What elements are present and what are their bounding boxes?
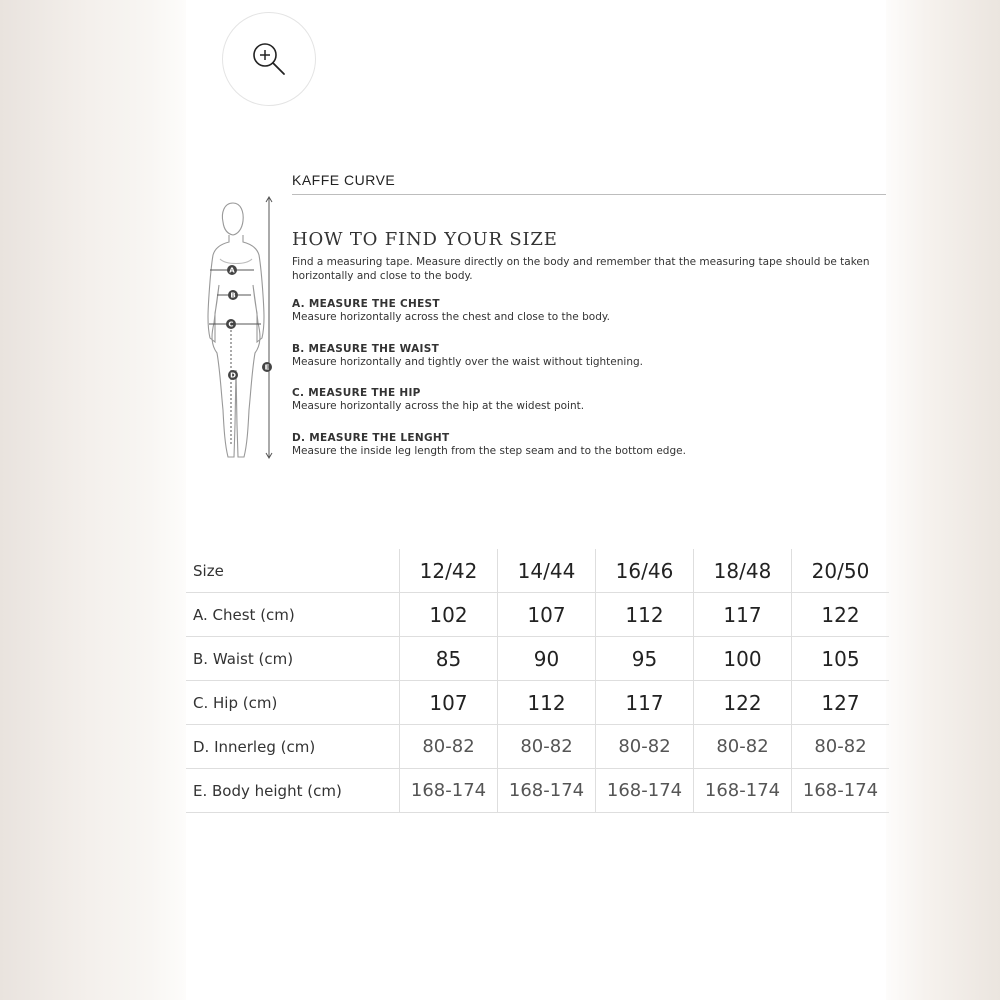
size-header: 12/42 [400,549,498,593]
table-cell: 112 [498,681,596,725]
step-waist [292,343,643,368]
size-guide-image [186,0,886,1000]
guide-intro: Find a measuring tape. Measure directly on the body and remember that the measuring tape should be taken horizontally and close to the body. [292,256,870,282]
table-row-chest [186,593,889,637]
divider [292,194,886,195]
step-description: Measure the inside leg length from the step seam and to the bottom edge. [292,445,686,457]
step-heading: A. MEASURE THE CHEST [292,298,440,310]
marker-d-label: D [230,371,236,380]
size-header: 14/44 [498,549,596,593]
table-cell: 168-174 [792,769,890,813]
table-cell: 107 [400,681,498,725]
table-row-waist [186,637,889,681]
table-cell: 80-82 [400,725,498,769]
step-chest [292,298,610,323]
row-label: D. Innerleg (cm) [186,725,400,769]
step-description: Measure horizontally and tightly over the waist without tightening. [292,356,643,368]
table-cell: 95 [596,637,694,681]
table-cell: 122 [694,681,792,725]
table-header-row [186,549,889,593]
table-row-innerleg [186,725,889,769]
marker-c-label: C [228,320,234,329]
zoom-button[interactable] [222,12,316,106]
table-cell: 102 [400,593,498,637]
table-cell: 90 [498,637,596,681]
step-description: Measure horizontally across the chest and close to the body. [292,311,610,323]
row-label: C. Hip (cm) [186,681,400,725]
table-cell: 80-82 [596,725,694,769]
table-cell: 122 [792,593,890,637]
size-table [186,549,889,813]
step-hip [292,387,584,412]
table-cell: 100 [694,637,792,681]
table-cell: 107 [498,593,596,637]
table-cell: 80-82 [498,725,596,769]
row-label: B. Waist (cm) [186,637,400,681]
background-right [886,0,1000,1000]
table-cell: 127 [792,681,890,725]
marker-a-label: A [229,266,235,275]
row-label: E. Body height (cm) [186,769,400,813]
marker-e-label: E [264,363,270,372]
header-label: Size [186,549,400,593]
table-cell: 168-174 [694,769,792,813]
size-header: 20/50 [792,549,890,593]
size-header: 16/46 [596,549,694,593]
table-row-body-height [186,769,889,813]
step-heading: D. MEASURE THE LENGHT [292,432,450,444]
row-label: A. Chest (cm) [186,593,400,637]
table-cell: 117 [596,681,694,725]
step-heading: B. MEASURE THE WAIST [292,343,440,355]
marker-b-label: B [230,291,236,300]
table-cell: 168-174 [596,769,694,813]
guide-title: HOW TO FIND YOUR SIZE [292,229,558,250]
table-cell: 117 [694,593,792,637]
size-header: 18/48 [694,549,792,593]
table-cell: 112 [596,593,694,637]
body-figure-illustration [193,195,283,465]
brand-name: KAFFE CURVE [292,172,396,188]
table-cell: 85 [400,637,498,681]
step-length [292,432,686,457]
step-heading: C. MEASURE THE HIP [292,387,421,399]
table-cell: 168-174 [400,769,498,813]
table-row-hip [186,681,889,725]
table-cell: 105 [792,637,890,681]
table-cell: 80-82 [694,725,792,769]
table-cell: 168-174 [498,769,596,813]
zoom-in-icon [249,39,289,79]
step-description: Measure horizontally across the hip at the widest point. [292,400,585,412]
table-cell: 80-82 [792,725,890,769]
